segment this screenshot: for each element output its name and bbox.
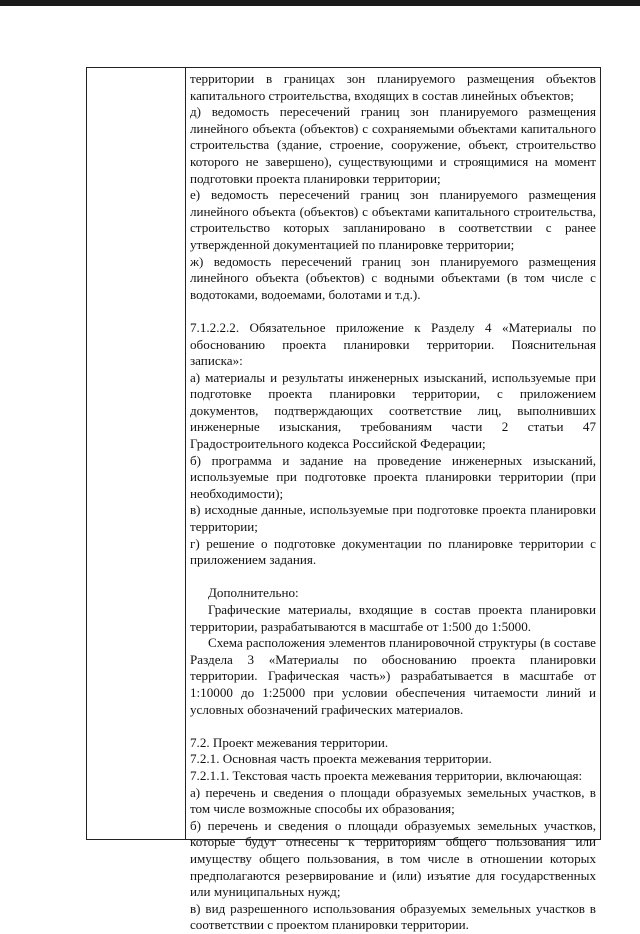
paragraph: а) перечень и сведения о площади образуемых земельных участков, в том числе возможные способы их образования; (190, 784, 596, 817)
paragraph-gap (190, 718, 596, 735)
paragraph: в) вид разрешенного использования образуемых земельных участков в соответствии с проектом планировки территории. (190, 900, 596, 933)
top-border-rule (0, 0, 640, 6)
paragraph: Схема расположения элементов планировочной структуры (в составе Раздела 3 «Материалы по обоснованию проекта планировки территории. Графическая часть») разрабатывается в масштабе от 1:10000 до 1:25000 при условии обеспечения читаемости линий и условных обозначений графических материалов. (190, 635, 596, 717)
paragraph-gap (190, 303, 596, 320)
paragraph: 7.1.2.2.2. Обязательное приложение к Разделу 4 «Материалы по обоснованию проекта планировки территории. Пояснительная записка»: (190, 319, 596, 369)
paragraph: д) ведомость пересечений границ зон планируемого размещения линейного объекта (объектов) с сохраняемыми объектами капитального строительства (здание, строение, сооружение, объект, строительство которого не завершено), существующими и строящимися на момент подготовки проекта планировки территории; (190, 104, 596, 186)
table-frame (86, 67, 601, 933)
paragraph: в) исходные данные, используемые при подготовке проекта планировки территории; (190, 502, 596, 535)
paragraph: 7.2. Проект межевания территории. (190, 734, 389, 750)
paragraph: б) перечень и сведения о площади образуемых земельных участков, которые будут отнесены к территориям общего пользования или имуществу общего пользования, в том числе в отношении которых предполагаются резервирование и (или) изъятие для государственных или муниципальных нужд; (190, 817, 596, 900)
paragraph-gap (190, 569, 596, 586)
paragraph: 7.2.1.1. Текстовая часть проекта межевания территории, включающая: (190, 767, 583, 783)
paragraph: Графические материалы, входящие в состав проекта планировки территории, разрабатываются в масштабе от 1:500 до 1:5000. (190, 602, 596, 634)
paragraph: а) материалы и результаты инженерных изысканий, используемые при подготовке проекта планировки территории, с приложением документов, подтверждающих соответствие лиц, выполнивших инженерные изыскания, требованиям части 2 статьи 47 Градостроительного кодекса Российской Федерации; (190, 369, 596, 452)
paragraph: ж) ведомость пересечений границ зон планируемого размещения линейного объекта (объектов) с водными объектами (в том числе с водотоками, водоемами, болотами и т.д.). (190, 253, 596, 302)
paragraph: г) решение о подготовке документации по планировке территории с приложением задания. (190, 535, 596, 568)
column-divider (185, 68, 186, 839)
paragraph: 7.2.1. Основная часть проекта межевания территории. (190, 751, 492, 767)
paragraph: е) ведомость пересечений границ зон планируемого размещения линейного объекта (объектов) с объектами капитального строительства, строительство которых запланировано в соответствии с ранее утвержденной документацией по планировке территории; (190, 187, 596, 252)
text-cell (190, 71, 596, 934)
paragraph: территории в границах зон планируемого размещения объектов капитального строительства, входящих в состав линейных объектов; (190, 71, 596, 103)
paragraph: Дополнительно: (208, 585, 299, 601)
paragraph: б) программа и задание на проведение инженерных изысканий, используемые при подготовке проекта планировки территории (при необходимости); (190, 452, 596, 501)
